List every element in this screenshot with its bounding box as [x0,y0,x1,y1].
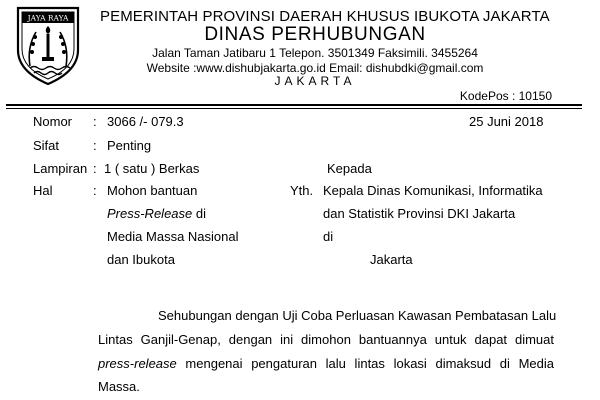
body-line-3 [98,356,554,371]
recipient-city: Jakarta [370,252,413,267]
agency-name: DINAS PERHUBUNGAN [204,24,426,45]
sifat-colon: : [93,138,97,153]
recipient-di: di [323,229,334,244]
postal-code: KodePos : 10150 [459,89,552,103]
letterhead-rule-thin [6,108,582,109]
jaya-raya-logo [12,4,84,86]
lampiran-value: 1 ( satu ) Berkas [104,161,200,176]
nomor-colon: : [93,114,97,129]
nomor-value: 3066 /- 079.3 [107,114,184,129]
city-line: JAKARTA [274,74,356,88]
nomor-label: Nomor [33,114,73,129]
hal-line-4: dan Ibukota [107,252,175,267]
hal-label: Hal [33,183,53,198]
body-press-release: press-release [98,356,177,371]
body-line-1: Sehubungan dengan Uji Coba Perluasan Kawasan Pembatasan Lalu [158,308,557,323]
government-title: PEMERINTAH PROVINSI DAERAH KHUSUS IBUKOTA JAKARTA [100,8,550,25]
address-line: Jalan Taman Jatibaru 1 Telepon. 3501349 Faksimili. 3455264 [152,46,478,60]
logo-motto: JAYA RAYA [27,13,69,23]
letterhead-rule-thick [6,104,582,106]
body-line-3-rest: mengenai pengaturan lalu lintas lokasi dimaksud di Media [176,356,554,371]
recipient-line-1: Kepala Dinas Komunikasi, Informatika [323,183,543,198]
sifat-value: Penting [107,138,152,153]
hal-line-2-rest: di [192,206,206,221]
jaya-raya-emblem-icon [12,4,84,86]
lampiran-colon: : [93,161,97,176]
letter-date: 25 Juni 2018 [469,114,544,129]
hal-press-release: Press-Release [107,206,193,221]
yth-label: Yth. [290,183,314,198]
sifat-label: Sifat [33,138,60,153]
kepada-label: Kepada [327,161,372,176]
hal-line-1: Mohon bantuan [107,183,198,198]
body-line-2: Lintas Ganjil-Genap, dengan ini dimohon bantuannya untuk dapat dimuat [98,332,554,347]
body-line-4: Massa. [98,379,140,394]
lampiran-label: Lampiran [33,161,88,176]
hal-line-2 [107,206,206,221]
hal-colon: : [93,183,97,198]
hal-line-3: Media Massa Nasional [107,229,239,244]
contact-line: Website :www.dishubjakarta.go.id Email: dishubdki@gmail.com [146,61,484,75]
recipient-line-2: dan Statistik Provinsi DKI Jakarta [323,206,516,221]
